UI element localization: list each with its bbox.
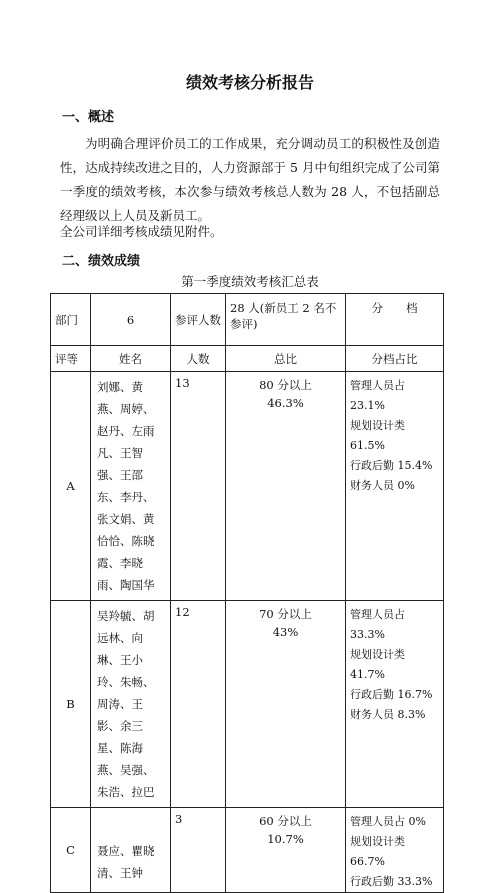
share-line: 行政后勤 16.7%: [350, 688, 433, 701]
share-line: 财务人员 8.3%: [350, 708, 426, 721]
header-names: 姓名: [91, 346, 171, 372]
share-line: 行政后勤 15.4%: [350, 459, 433, 472]
count-cell: 13: [171, 372, 226, 601]
names-cell: 吴羚毓、胡远林、向琳、王小玲、朱畅、周涛、王影、余三星、陈海燕、吴强、朱浩、拉巴: [91, 601, 171, 808]
score-percent: 43%: [272, 625, 299, 639]
share-cell: [346, 601, 444, 808]
score-range: 80 分以上: [259, 378, 312, 392]
score-percent: 46.3%: [267, 396, 304, 410]
score-range: 60 分以上: [259, 814, 312, 828]
names-cell: 聂应、瞿晓清、王钟: [91, 808, 171, 893]
score-summary-table: [50, 293, 444, 893]
dept-value: 6: [91, 294, 171, 346]
dept-label: 部门: [51, 294, 91, 346]
table-row: [51, 601, 444, 808]
share-line: 财务人员 0%: [350, 479, 415, 492]
tiers-label: 分 档: [346, 294, 444, 346]
table-caption: 第一季度绩效考核汇总表: [181, 274, 319, 289]
share-line: 管理人员占 33.3%: [350, 608, 405, 641]
share-line: 管理人员占 0%: [350, 815, 426, 828]
grade-cell: B: [51, 601, 91, 808]
section-heading-overview: 一、概述: [62, 110, 115, 125]
grade-cell: A: [51, 372, 91, 601]
share-cell: [346, 372, 444, 601]
ratio-cell: [226, 601, 346, 808]
share-line: 规划设计类 66.7%: [350, 835, 405, 868]
header-ratio: 总比: [226, 346, 346, 372]
attachment-note: 全公司详细考核成绩见附件。: [60, 224, 223, 239]
share-line: 管理人员占 23.1%: [350, 379, 405, 412]
participants-value: 28 人(新员工 2 名不参评): [226, 294, 346, 346]
score-percent: 10.7%: [267, 832, 304, 846]
table-row: [51, 808, 444, 893]
share-line: 规划设计类 61.5%: [350, 419, 405, 452]
table-row: [51, 372, 444, 601]
header-share: 分档占比: [346, 346, 444, 372]
share-line: 行政后勤 33.3%: [350, 875, 433, 888]
names-cell: 刘娜、黄燕、周婷、赵丹、左雨凡、王智强、王邵东、李丹、张文娟、黄恰恰、陈晓霞、李晓雨、陶国华: [91, 372, 171, 601]
grade-cell: C: [51, 808, 91, 893]
count-cell: 12: [171, 601, 226, 808]
ratio-cell: [226, 372, 346, 601]
overview-paragraph: 为明确合理评价员工的工作成果，充分调动员工的积极性及创造性，达成持续改进之目的，人力资源部于 5 月中旬组织完成了公司第一季度的绩效考核，本次参与绩效考核总人数为 28 人，不包括副总经理级以上人员及新员工。: [60, 136, 440, 223]
count-cell: 3: [171, 808, 226, 893]
table-header-row: [51, 346, 444, 372]
score-range: 70 分以上: [259, 607, 312, 621]
table-meta-row: [51, 294, 444, 346]
share-line: 规划设计类 41.7%: [350, 648, 405, 681]
header-grade: 评等: [51, 346, 91, 372]
share-cell: [346, 808, 444, 893]
report-title: 绩效考核分析报告: [185, 73, 314, 92]
participants-label: 参评人数: [171, 294, 226, 346]
section-heading-scores: 二、绩效成绩: [62, 254, 141, 269]
ratio-cell: [226, 808, 346, 893]
header-count: 人数: [171, 346, 226, 372]
